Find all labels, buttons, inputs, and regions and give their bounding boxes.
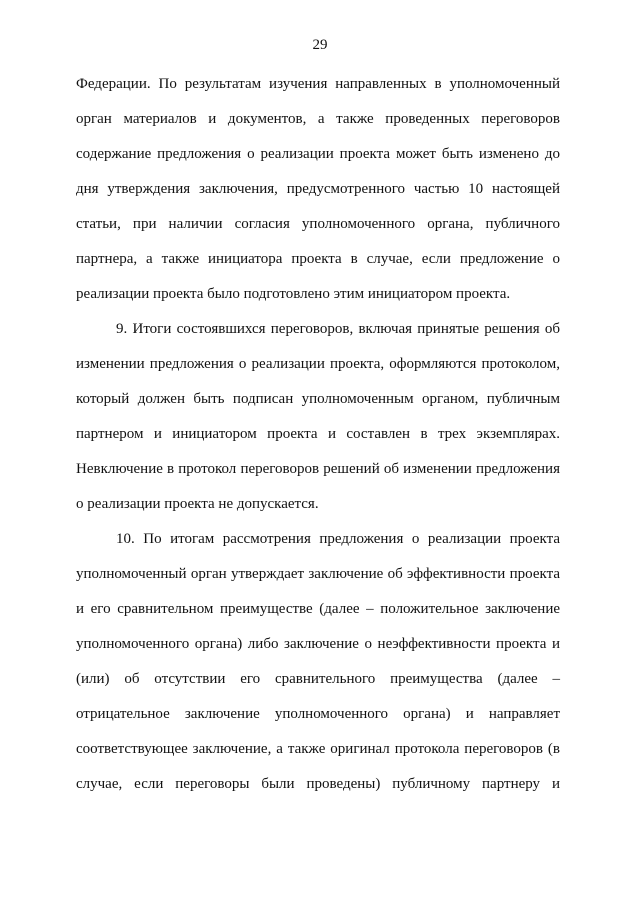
text-line: содержание предложения о реализации проекта может быть изменено до xyxy=(76,146,560,162)
text-line: отрицательное заключение уполномоченного органа) и направляет xyxy=(76,706,560,722)
text-line: и его сравнительном преимуществе (далее – положительное заключение xyxy=(76,601,560,617)
text-line: партнером и инициатором проекта и составлен в трех экземплярах. xyxy=(76,426,560,442)
text-line: 10. По итогам рассмотрения предложения о реализации проекта xyxy=(116,531,560,547)
text-line: (или) об отсутствии его сравнительного преимущества (далее – xyxy=(76,671,560,687)
text-line: изменении предложения о реализации проекта, оформляются протоколом, xyxy=(76,356,560,372)
text-line: о реализации проекта не допускается. xyxy=(76,496,319,512)
text-line: партнера, а также инициатора проекта в случае, если предложение о xyxy=(76,251,560,267)
text-line: статьи, при наличии согласия уполномоченного органа, публичного xyxy=(76,216,560,232)
text-line: 9. Итоги состоявшихся переговоров, включая принятые решения об xyxy=(116,321,560,337)
text-line: соответствующее заключение, а также оригинал протокола переговоров (в xyxy=(76,741,560,757)
text-line: Невключение в протокол переговоров решений об изменении предложения xyxy=(76,461,560,477)
text-line: уполномоченного органа) либо заключение о неэффективности проекта и xyxy=(76,636,560,652)
text-line: реализации проекта было подготовлено этим инициатором проекта. xyxy=(76,286,511,302)
text-line: орган материалов и документов, а также проведенных переговоров xyxy=(76,111,560,127)
text-line: Федерации. По результатам изучения направленных в уполномоченный xyxy=(76,76,560,92)
text-line: случае, если переговоры были проведены) публичному партнеру и xyxy=(76,776,560,792)
page-number: 29 xyxy=(312,37,328,53)
text-line: дня утверждения заключения, предусмотренного частью 10 настоящей xyxy=(76,181,560,197)
text-line: который должен быть подписан уполномоченным органом, публичным xyxy=(76,391,560,407)
text-line: уполномоченный орган утверждает заключение об эффективности проекта xyxy=(76,566,560,582)
